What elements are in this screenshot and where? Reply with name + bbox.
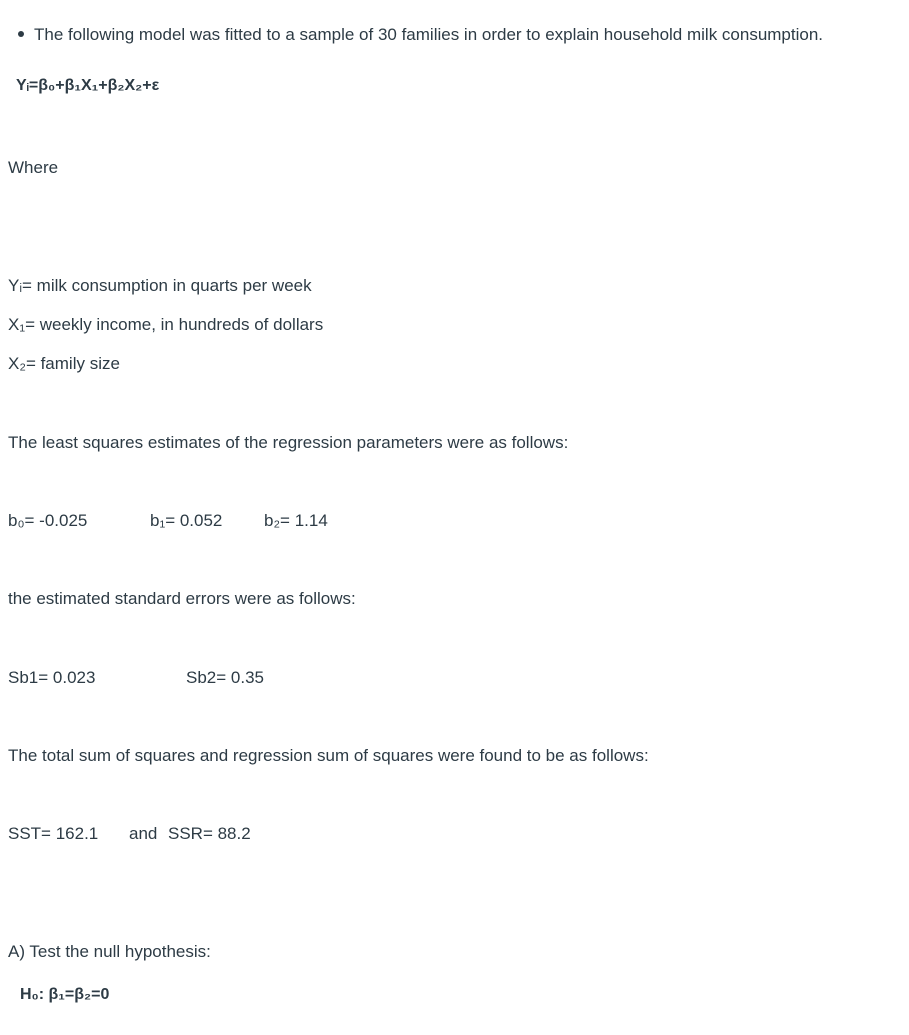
estimates-intro: The least squares estimates of the regression parameters were as follows:: [8, 433, 569, 452]
where-label: Where: [8, 158, 59, 177]
intro-bullet: [18, 25, 823, 45]
model-equation: Yᵢ=β₀+β₁X₁+β₂X₂+ε: [16, 77, 160, 94]
intro-text: The following model was fitted to a sample of 30 families in order to explain household milk consumption.: [34, 25, 824, 44]
bullet-icon: [18, 31, 24, 37]
std-errors-intro: the estimated standard errors were as follows:: [8, 589, 356, 608]
null-hypothesis: H₀: β₁=β₂=0: [20, 986, 110, 1003]
estimate-b2: b₂= 1.14: [264, 511, 328, 530]
std-error-sb1: Sb1= 0.023: [8, 668, 96, 687]
std-error-sb2: Sb2= 0.35: [186, 668, 264, 687]
definition-x2: X₂= family size: [8, 354, 120, 373]
and-word: and: [129, 824, 158, 843]
sst-value: SST= 162.1: [8, 824, 99, 843]
ss-intro: The total sum of squares and regression sum of squares were found to be as follows:: [8, 746, 649, 765]
estimate-b0: b₀= -0.025: [8, 511, 88, 530]
estimate-b1: b₁= 0.052: [150, 511, 223, 530]
definition-y: Yᵢ= milk consumption in quarts per week: [8, 276, 312, 295]
ssr-value: SSR= 88.2: [168, 824, 251, 843]
question-a: A) Test the null hypothesis:: [8, 942, 211, 961]
definition-x1: X₁= weekly income, in hundreds of dollars: [8, 315, 324, 334]
